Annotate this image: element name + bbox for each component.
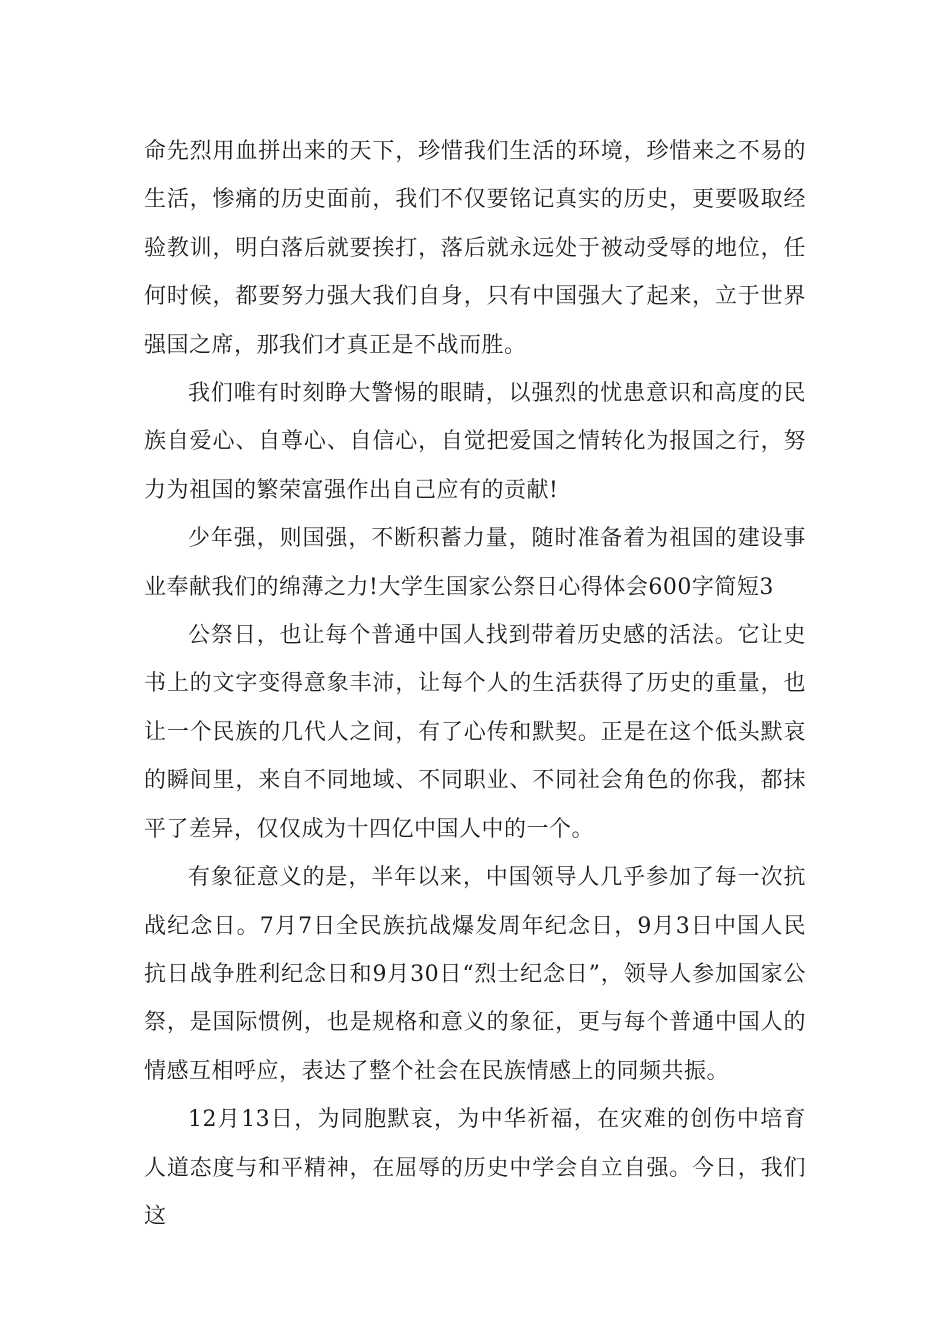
paragraph-2: 我们唯有时刻睁大警惕的眼睛，以强烈的忧患意识和高度的民族自爱心、自尊心、自信心，自觉把爱国之情转化为报国之行，努力为祖国的繁荣富强作出自己应有的贡献! (144, 381, 806, 503)
paragraph-3: 少年强，则国强，不断积蓄力量，随时准备着为祖国的建设事业奉献我们的绵薄之力!大学生国家公祭日心得体会600字简短3 (144, 526, 806, 600)
paragraph-6: 12月13日，为同胞默哀，为中华祈福，在灾难的创伤中培育人道态度与和平精神，在屈辱的历史中学会自立自强。今日，我们这 (144, 1107, 806, 1229)
paragraph-5: 有象征意义的是，半年以来，中国领导人几乎参加了每一次抗战纪念日。7月7日全民族抗战爆发周年纪念日，9月3日中国人民抗日战争胜利纪念日和9月30日“烈士纪念日”，领导人参加国家公祭，是国际惯例，也是规格和意义的象征，更与每个普通中国人的情感互相呼应，表达了整个社会在民族情感上的同频共振。 (144, 865, 806, 1084)
paragraph-1: 命先烈用血拼出来的天下，珍惜我们生活的环境，珍惜来之不易的生活，惨痛的历史面前，我们不仅要铭记真实的历史，更要吸取经验教训，明白落后就要挨打，落后就永远处于被动受辱的地位，任何时候，都要努力强大我们自身，只有中国强大了起来，立于世界强国之席，那我们才真正是不战而胜。 (144, 139, 806, 358)
paragraph-4: 公祭日，也让每个普通中国人找到带着历史感的活法。它让史书上的文字变得意象丰沛，让每个人的生活获得了历史的重量，也让一个民族的几代人之间，有了心传和默契。正是在这个低头默哀的瞬间里，来自不同地域、不同职业、不同社会角色的你我，都抹平了差异，仅仅成为十四亿中国人中的一个。 (144, 623, 806, 842)
document-body (144, 128, 806, 1241)
